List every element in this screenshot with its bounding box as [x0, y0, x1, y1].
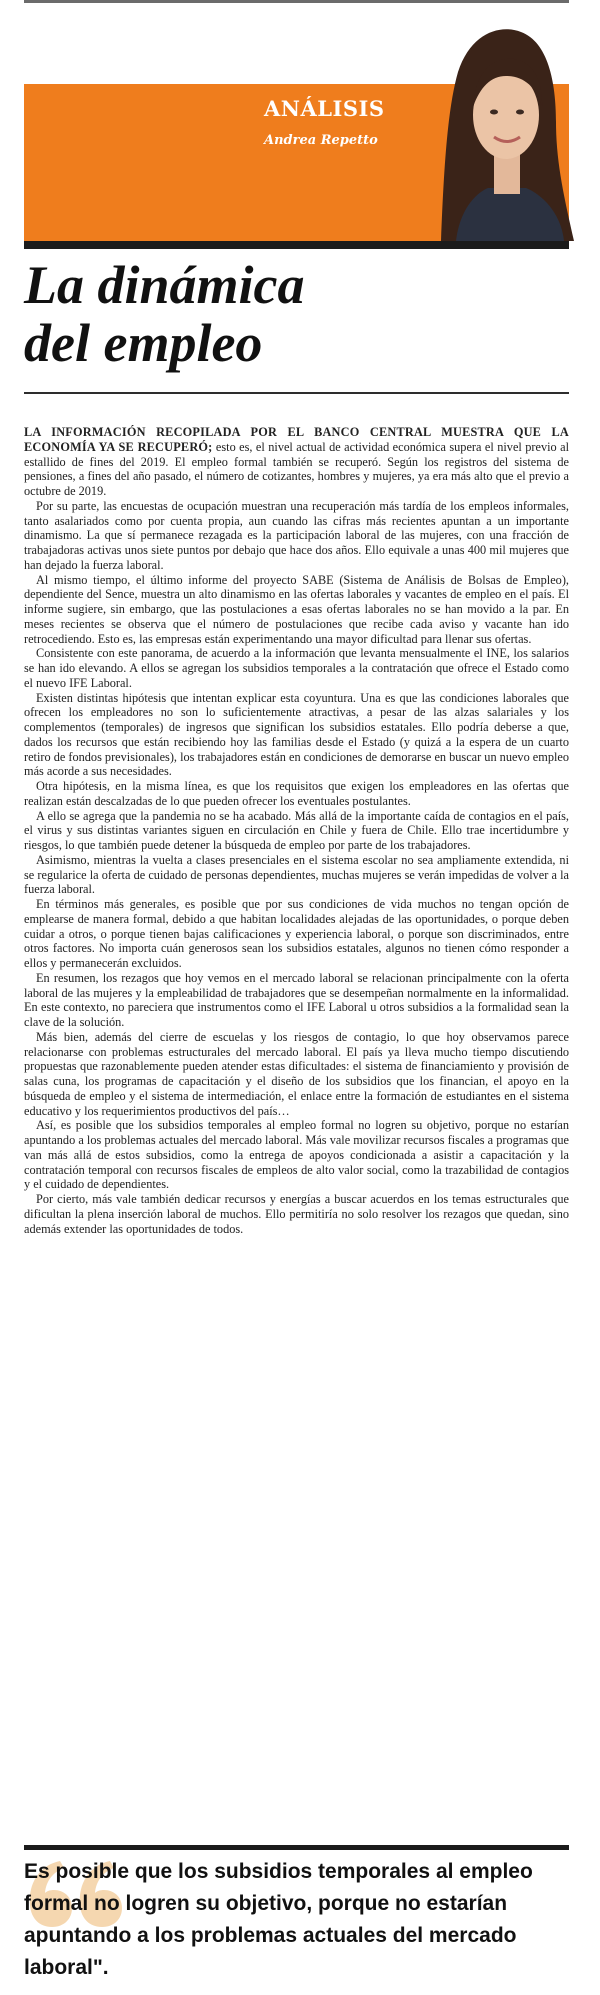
body-paragraph: En resumen, los rezagos que hoy vemos en el mercado laboral se relacionan principalmente con la oferta laboral de las mujeres y la empleabilidad de trabajadores que se desempeñan normalmente en la informalidad. En este contexto, no pareciera que instrumentos como el IFE Laboral u otros subsidios a la formalidad sean la clave de la solución.: [24, 970, 569, 1029]
body-paragraph: Al mismo tiempo, el último informe del proyecto SABE (Sistema de Análisis de Bolsas de Empleo), dependiente del Sence, muestra un alto dinamismo en las ofertas laborales y vacantes de empleo en el país. El informe sugiere, sin embargo, que las postulaciones a esas ofertas laborales no se han movido a la par. En meses recientes se observa que el número de postulaciones que recibe cada aviso y vacante han ido retrocediendo. Esto es, las empresas están experimentando una mayor dificultad para llenar sus ofertas.: [24, 572, 569, 646]
pull-quote: Es posible que los subsidios temporales al empleo formal no logren su objetivo, porque no estarían apuntando a los problemas actuales del mercado laboral".: [24, 1860, 533, 1979]
body-paragraph: Por cierto, más vale también dedicar recursos y energías a buscar acuerdos en los temas estructurales que dificultan la plena inserción laboral de muchos. Ello permitiría no solo resolver los rezagos que quedan, sino además extender las oportunidades de todos.: [24, 1192, 569, 1236]
headline-line-2: del empleo: [24, 313, 263, 373]
lead-text: esto es, el nivel actual de actividad económica supera el nivel previo al estallido de fines del 2019. El empleo formal también se recuperó. Según los registros del sistema de pensiones, a fines del año pasado, el número de cotizantes, hombres y mujeres, ya era más alto que el previo a octubre de 2019.: [24, 439, 570, 498]
section-label: ANÁLISIS: [264, 96, 385, 121]
headline-line-1: La dinámica: [24, 255, 305, 315]
article-body: [24, 425, 569, 1236]
header-rule: [24, 241, 569, 249]
headline-rule: [24, 392, 569, 394]
body-paragraph: Más bien, además del cierre de escuelas y los riesgos de contagio, lo que hoy observamos parece relacionarse con problemas estructurales del mercado laboral. El país ya lleva mucho tiempo discutiendo propuestas que razonablemente pueden atender estas dificultades: el sistema de financiamiento y provisión de salas cuna, los programas de capacitación y el diseño de los subsidios que los financian, el apoyo en la búsqueda de empleo y el sistema de intermediación, el enlace entre la formación de estudiantes en el sistema educativo y los requerimientos productivos del país…: [24, 1029, 569, 1118]
body-paragraph: Por su parte, las encuestas de ocupación muestran una recuperación más tardía de los empleos informales, tanto asalariados como por cuenta propia, aun cuando las cifras más recientes apuntan a un importante dinamismo. La que sí permanece rezagada es la participación laboral de las mujeres, con una fracción de trabajadoras activas unos siete puntos por debajo que hace dos años. Ello equivale a unas 400 mil mujeres que han dejado la fuerza laboral.: [24, 498, 569, 572]
body-paragraph: Otra hipótesis, en la misma línea, es que los requisitos que exigen los empleadores en las ofertas que realizan están descalzadas de lo que pueden ofrecer los eventuales postulantes.: [24, 779, 569, 808]
body-paragraph: Así, es posible que los subsidios temporales al empleo formal no logren su objetivo, porque no estarían apuntando a los problemas actuales del mercado laboral. Más vale movilizar recursos fiscales a programas que van más allá de estos subsidios, como la entrega de apoyos condicionada a asistir a capacitación y la contratación temporal con recursos fiscales de empleos de alto valor social, como la trazabilidad de contagios y el cuidado de dependientes.: [24, 1118, 569, 1192]
author-portrait: [396, 12, 574, 241]
lead-paragraph: [24, 425, 569, 499]
body-paragraph: Asimismo, mientras la vuelta a clases presenciales en el sistema escolar no sea ampliamente extendida, ni se regularice la oferta de cuidado de personas dependientes, muchas mujeres se verán impedidas de volver a la fuerza laboral.: [24, 852, 569, 897]
body-paragraph: En términos más generales, es posible que por sus condiciones de vida muchos no tengan opción de emplearse de manera formal, debido a que habitan localidades alejadas de las oportunidades, o porque deben cuidar a otros, o porque tienen bajas calificaciones y experiencia laboral, o porque son discriminados, entre otros factores. No importa cuán generosos sean los subsidios estatales, algunos no tienen cómo responder a ellos y permanecerán excluidos.: [24, 897, 569, 970]
body-paragraph: A ello se agrega que la pandemia no se ha acabado. Más allá de la importante caída de contagios en el país, el virus y sus distintas variantes siguen en circulación en Chile y fuera de Chile. Ello trae incertidumbre y riesgos, lo que también puede detener la búsqueda de empleo por parte de los trabajadores.: [24, 808, 569, 852]
headline: [24, 256, 569, 372]
body-paragraph: Existen distintas hipótesis que intentan explicar esta coyuntura. Una es que las condiciones laborales que ofrecen los empleadores no son lo suficientemente atractivas, a pesar de las alzas salariales y los complementos (temporales) de ingresos que significan los subsidios estatales. Ello podría deberse a que, dados los recursos que están recibiendo hoy las familias desde el Estado (y quizá a la espera de un cuarto retiro de fondos previsionales), los trabajadores están en condiciones de demorarse en buscar un nuevo empleo más acorde a sus necesidades.: [24, 690, 569, 779]
author-byline: Andrea Repetto: [264, 133, 378, 148]
top-rule: [24, 0, 569, 3]
pullquote-rule: [24, 1845, 569, 1850]
body-paragraph: Consistente con este panorama, de acuerdo a la información que levanta mensualmente el INE, los salarios se han ido elevando. A ellos se agregan los subsidios temporales a la contratación que ofrece el Estado como el nuevo IFE Laboral.: [24, 646, 569, 690]
lead-caps: LA INFORMACIÓN RECOPILADA POR EL BANCO CENTRAL MUESTRA QUE LA ECONOMÍA YA SE RECUPERÓ;: [24, 425, 569, 454]
